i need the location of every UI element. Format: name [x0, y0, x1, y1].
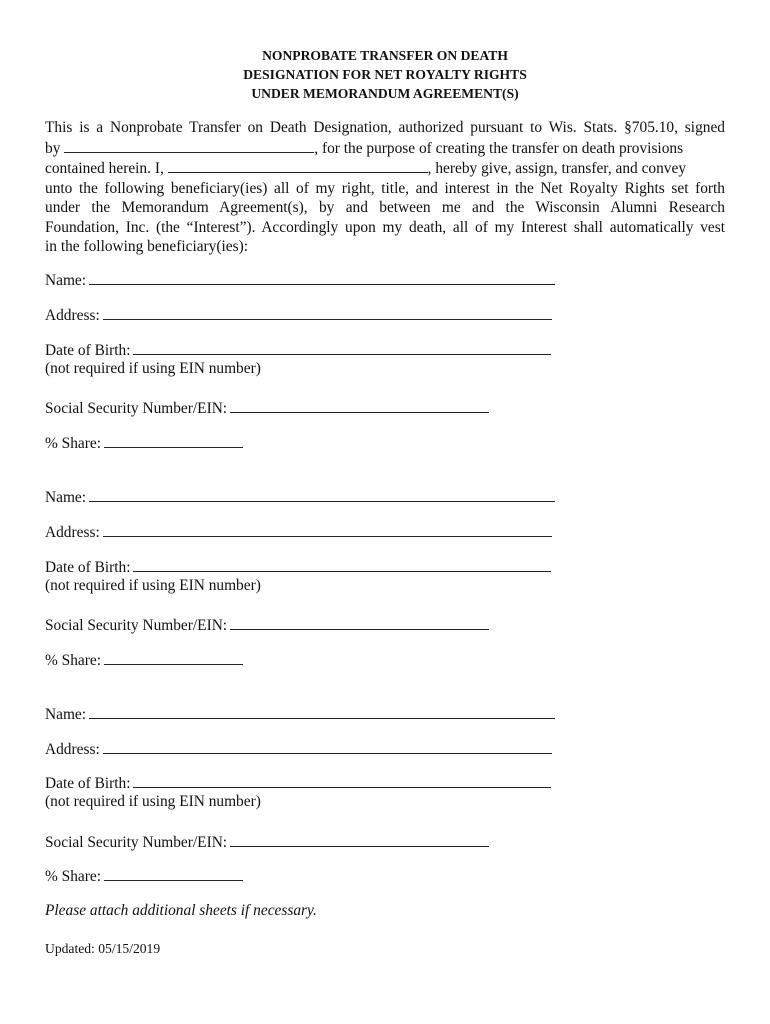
beneficiary-3-address-field[interactable]: [103, 739, 552, 754]
beneficiary-3-dob-field[interactable]: [133, 773, 551, 788]
beneficiary-2-ssn-field[interactable]: [230, 615, 489, 630]
beneficiary-1-address-row: [45, 305, 552, 325]
intro-by-text: by: [45, 139, 61, 157]
beneficiary-3-dob-note: (not required if using EIN number): [45, 793, 261, 810]
title-line-1: NONPROBATE TRANSFER ON DEATH: [262, 48, 508, 63]
dob-label: Date of Birth:: [45, 559, 131, 576]
beneficiary-3-ssn-row: [45, 832, 489, 852]
beneficiary-1-share-row: [45, 433, 243, 453]
beneficiary-3-address-row: [45, 739, 552, 759]
beneficiary-1-name-row: [45, 270, 555, 290]
intro-line-2: [45, 138, 725, 159]
document-title: [0, 46, 770, 103]
intro-paragraph: [45, 118, 725, 257]
title-line-3: UNDER MEMORANDUM AGREEMENT(S): [251, 86, 519, 101]
intro-line-1: This is a Nonprobate Transfer on Death Designation, authorized pursuant to Wis. Stats. §705.10, signed: [45, 119, 725, 136]
beneficiary-2-ssn-row: [45, 615, 489, 635]
name-label: Name:: [45, 489, 87, 506]
beneficiary-2-address-field[interactable]: [103, 522, 552, 537]
beneficiary-1-share-field[interactable]: [104, 433, 243, 448]
title-line-2: DESIGNATION FOR NET ROYALTY RIGHTS: [243, 67, 527, 82]
address-label: Address:: [45, 741, 100, 758]
intro-contained-text: contained herein. I,: [45, 160, 164, 177]
intro-line-6: Foundation, Inc. (the “Interest”). Accordingly upon my death, all of my Interest shall automatically vest: [45, 218, 725, 236]
beneficiary-1-dob-field[interactable]: [133, 340, 551, 355]
beneficiary-3-share-field[interactable]: [104, 866, 243, 881]
beneficiary-2-address-row: [45, 522, 552, 542]
beneficiary-2-dob-field[interactable]: [133, 557, 551, 572]
intro-line-4: unto the following beneficiary(ies) all of my right, title, and interest in the Net Royalty Rights set forth: [45, 179, 725, 197]
dob-label: Date of Birth:: [45, 342, 131, 359]
beneficiary-1-address-field[interactable]: [103, 305, 552, 320]
beneficiary-3-share-row: [45, 866, 243, 886]
beneficiary-3-name-row: [45, 704, 555, 724]
beneficiary-3-name-field[interactable]: [89, 704, 555, 719]
dob-label: Date of Birth:: [45, 775, 131, 792]
attach-sheets-note: Please attach additional sheets if necessary.: [45, 902, 317, 919]
intro-line-7: in the following beneficiary(ies):: [45, 238, 249, 255]
beneficiary-1-ssn-row: [45, 398, 489, 418]
share-label: % Share:: [45, 652, 101, 669]
intro-line-3: [45, 158, 725, 179]
intro-purpose-text: , for the purpose of creating the transfer on death provisions: [314, 139, 684, 157]
address-label: Address:: [45, 524, 100, 541]
beneficiary-1-dob-row: [45, 340, 551, 360]
ssn-label: Social Security Number/EIN:: [45, 400, 228, 417]
address-label: Address:: [45, 307, 100, 324]
beneficiary-2-dob-row: [45, 557, 551, 577]
beneficiary-1-ssn-field[interactable]: [230, 398, 489, 413]
beneficiary-1-dob-note: (not required if using EIN number): [45, 360, 261, 377]
intro-convey-text: , hereby give, assign, transfer, and convey: [427, 160, 687, 177]
signer-blank[interactable]: [64, 138, 314, 153]
ssn-label: Social Security Number/EIN:: [45, 834, 228, 851]
beneficiary-2-dob-note: (not required if using EIN number): [45, 577, 261, 594]
beneficiary-1-name-field[interactable]: [89, 270, 555, 285]
beneficiary-2-name-field[interactable]: [89, 487, 555, 502]
updated-date: Updated: 05/15/2019: [45, 941, 161, 956]
beneficiary-2-share-row: [45, 650, 243, 670]
beneficiary-2-share-field[interactable]: [104, 650, 243, 665]
grantor-name-blank[interactable]: [168, 158, 428, 173]
ssn-label: Social Security Number/EIN:: [45, 617, 228, 634]
beneficiary-2-name-row: [45, 487, 555, 507]
beneficiary-3-ssn-field[interactable]: [230, 832, 489, 847]
beneficiary-3-dob-row: [45, 773, 551, 793]
intro-line-5: under the Memorandum Agreement(s), by and between me and the Wisconsin Alumni Research: [45, 199, 725, 216]
name-label: Name:: [45, 706, 87, 723]
share-label: % Share:: [45, 868, 101, 885]
name-label: Name:: [45, 272, 87, 289]
share-label: % Share:: [45, 435, 101, 452]
